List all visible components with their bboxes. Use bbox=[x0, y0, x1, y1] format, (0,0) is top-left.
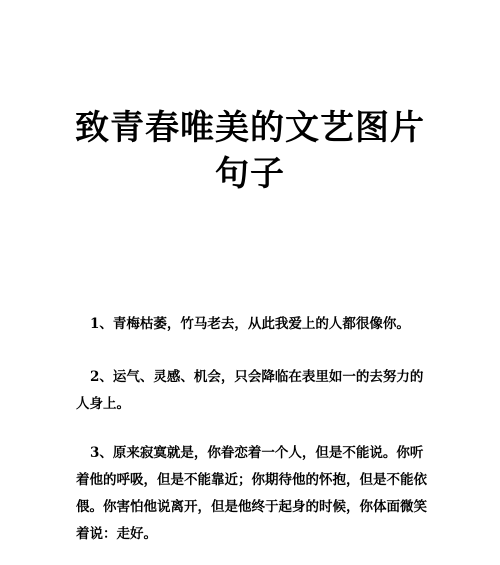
paragraph-1: 1、青梅枯萎，竹马老去，从此我爱上的人都很像你。 bbox=[90, 316, 410, 332]
paragraph-2: 2、运气、灵感、机会，只会降临在表里如一的去努力的人身上。 bbox=[76, 369, 424, 412]
paragraph-3: 3、原来寂寞就是，你眷恋着一个人，但是不能说。你听着他的呼吸，但是不能靠近；你期待他的怀抱，但是不能依偎。你害怕他说离开，但是他终于起身的时候，你体面微笑着说：走好。 bbox=[76, 445, 427, 542]
document-title: 致青春唯美的文艺图片句子 bbox=[75, 107, 425, 194]
